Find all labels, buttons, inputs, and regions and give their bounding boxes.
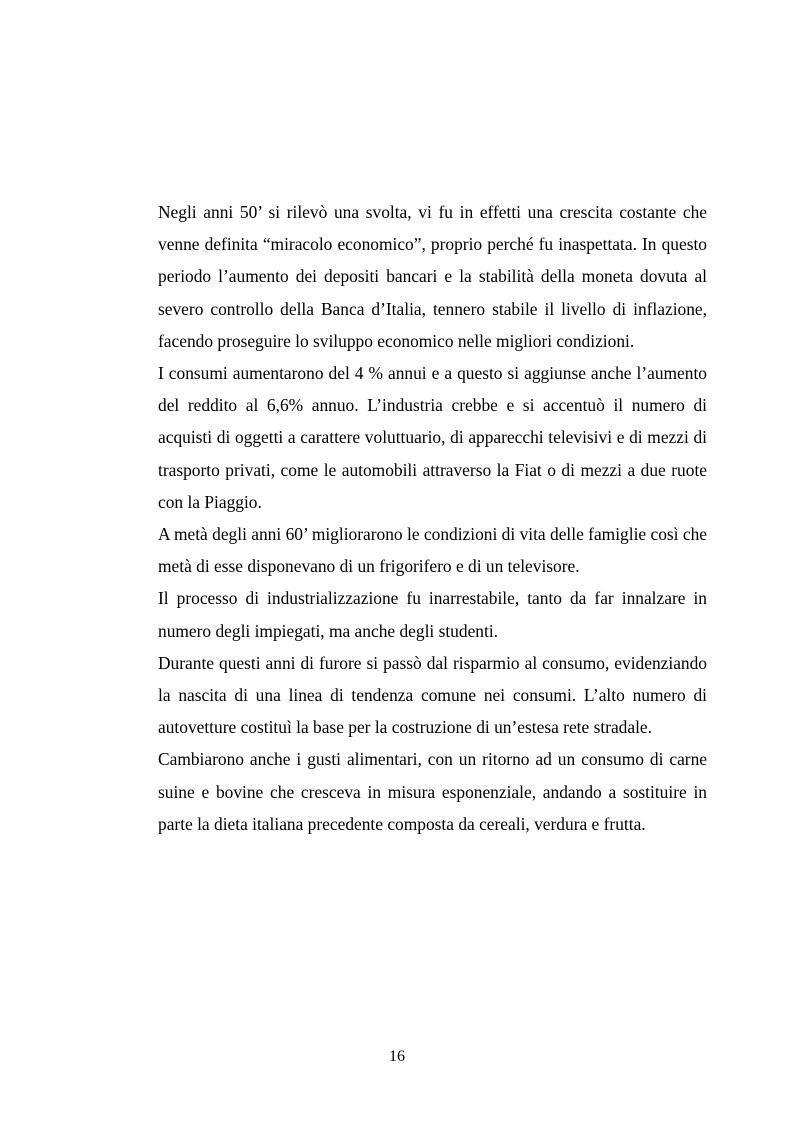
paragraph-3: A metà degli anni 60’ migliorarono le condizioni di vita delle famiglie così che metà di esse disponevano di un frigorifero e di un televisore. bbox=[158, 524, 707, 577]
paragraph-5: Durante questi anni di furore si passò dal risparmio al consumo, evidenziando la nascita di una linea di tendenza comune nei consumi. L’alto numero di autovetture costituì la base per la costruzione di un’estesa rete stradale. bbox=[158, 652, 707, 738]
paragraph-2: I consumi aumentarono del 4 % annui e a questo si aggiunse anche l’aumento del reddito al 6,6% annuo. L’industria crebbe e si accentuò il numero di acquisti di oggetti a carattere voluttuario, di apparecchi televisivi e di mezzi di trasporto privati, come le automobili attraverso la Fiat o di mezzi a due ruote con la Piaggio. bbox=[158, 363, 707, 512]
paragraph-6: Cambiarono anche i gusti alimentari, con un ritorno ad un consumo di carne suine e bovine che cresceva in misura esponenziale, andando a sostituire in parte la dieta italiana precedente composta da cereali, verdura e frutta. bbox=[158, 749, 707, 834]
paragraph-1: Negli anni 50’ si rilevò una svolta, vi fu in effetti una crescita costante che venne definita “miracolo economico”, proprio perché fu inaspettata. In questo periodo l’aumento dei depositi bancari e la stabilità della moneta dovuta al severo controllo della Banca d’Italia, tennero stabile il livello di inflazione, facendo proseguire lo sviluppo economico nelle migliori condizioni. bbox=[158, 202, 707, 351]
page-number: 16 bbox=[389, 1048, 405, 1065]
body-text bbox=[158, 196, 707, 840]
paragraph-4: Il processo di industrializzazione fu inarrestabile, tanto da far innalzare in numero degli impiegati, ma anche degli studenti. bbox=[158, 588, 707, 641]
